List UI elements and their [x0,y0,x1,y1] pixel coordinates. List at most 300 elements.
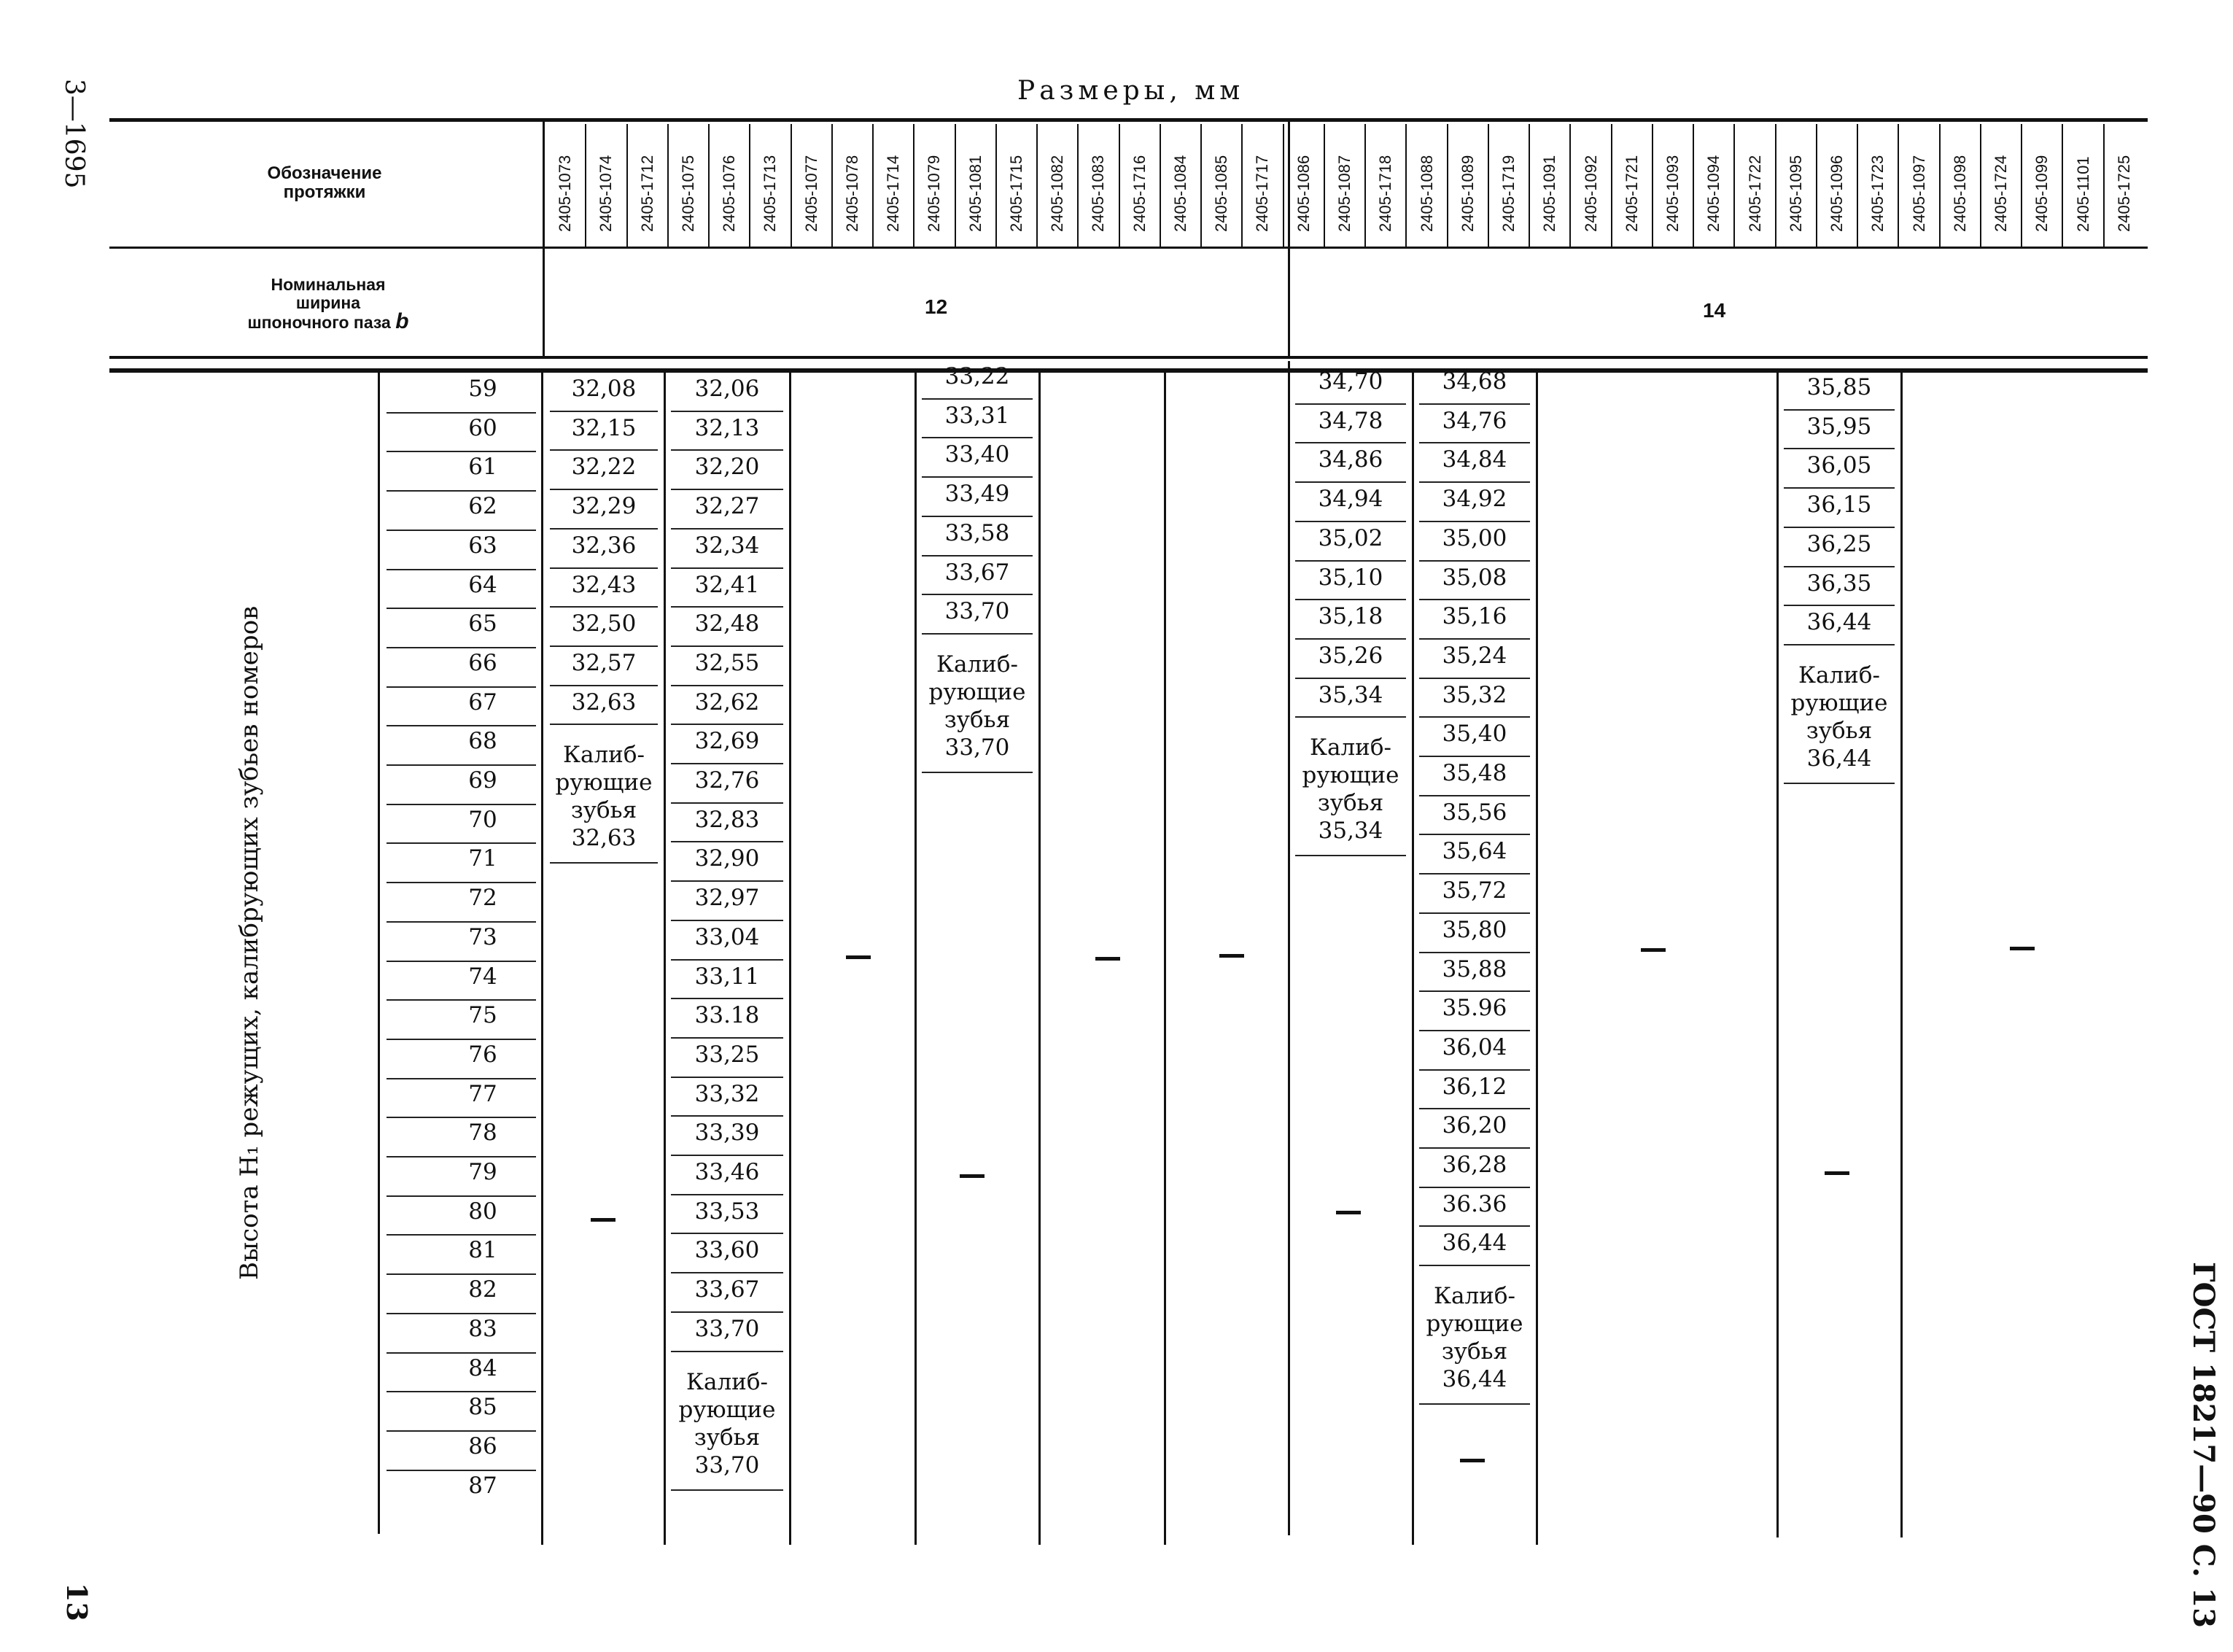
value-cell: 32,13 [694,414,760,441]
cell-underline [671,1351,783,1352]
row-divider [387,842,536,844]
cell-underline [1419,521,1530,522]
row-number: 75 [468,1002,497,1029]
value-cell: 32,43 [571,571,637,598]
row-divider [387,1430,536,1432]
cell-underline [922,516,1033,517]
cell-underline [1419,834,1530,835]
value-cell: 36.36 [1442,1190,1507,1217]
designation-code: 2405-1095 [1786,155,1805,232]
body-line-11 [1776,371,1779,1537]
row-divider [387,608,536,609]
designation-code: 2405-1074 [597,155,615,232]
value-cell: 35,26 [1318,642,1383,669]
body-line-3 [664,371,666,1545]
value-cell: 35,72 [1442,877,1507,904]
calibrating-teeth-line: Калиб- [686,1368,768,1395]
value-cell: 32,50 [571,610,637,637]
code-separator [1488,124,1489,247]
cell-underline [1419,1108,1530,1109]
designation-code: 2405-1722 [1745,155,1764,232]
cell-underline [1419,1187,1530,1188]
cell-underline [1419,599,1530,600]
cell-underline [550,724,658,725]
row-number: 87 [468,1472,497,1499]
dash-col-f [1825,1171,1849,1175]
code-separator [626,124,628,247]
code-separator [995,124,997,247]
designation-code: 2405-1712 [637,155,656,232]
value-cell: 36,12 [1442,1073,1507,1100]
dash-col-a [591,1218,615,1222]
row-divider [387,686,536,688]
value-cell: 34,94 [1318,486,1383,513]
row-divider [387,921,536,923]
dash-col-3 [846,955,871,959]
designation-code: 2405-1718 [1376,155,1395,232]
calibrating-teeth-line: рующие [1302,762,1399,789]
value-cell: 36,35 [1806,570,1872,597]
page-number: 13 [61,1583,93,1621]
code-separator [667,124,669,247]
body-line-7 [1164,371,1166,1545]
code-separator [1529,124,1530,247]
calibrating-teeth-line: зубья [1317,790,1384,817]
cell-underline [922,555,1033,557]
value-cell: 36,20 [1442,1112,1507,1139]
calibrating-teeth-line: рующие [928,678,1026,705]
width-14: 14 [1703,299,1726,322]
calibrating-teeth-line: Калиб- [563,742,645,769]
designation-code: 2405-1719 [1499,155,1518,232]
code-separator [1119,124,1120,247]
cell-underline [671,645,783,647]
code-separator [1775,124,1776,247]
cell-underline [671,802,783,804]
cell-underline [1419,1069,1530,1071]
value-cell: 33,67 [694,1276,760,1303]
cell-underline [671,1037,783,1039]
cell-underline [1295,442,1406,443]
cell-underline [550,449,658,451]
code-separator [1733,124,1735,247]
designation-code: 2405-1081 [966,155,985,232]
value-cell: 35,00 [1442,524,1507,551]
note-underline [922,772,1033,773]
row-number: 65 [468,610,497,637]
calibrating-teeth-line: Калиб- [1798,662,1880,689]
value-cell: 35,16 [1442,603,1507,630]
value-cell: 32,62 [694,689,760,716]
value-cell: 32,57 [571,649,637,676]
cell-underline [671,567,783,569]
designation-code: 2405-1094 [1704,155,1723,232]
calibrating-teeth-note [1779,662,1899,772]
value-cell: 33,25 [694,1041,760,1068]
row-divider [387,1195,536,1197]
designation-code: 2405-1725 [2114,155,2133,232]
code-separator [1857,124,1858,247]
value-cell: 35.96 [1442,995,1507,1022]
row-number: 79 [468,1159,497,1185]
cell-underline [1295,403,1406,405]
cell-underline [922,633,1033,635]
cell-underline [671,489,783,490]
calibrating-teeth-line: 35,34 [1318,818,1383,845]
code-separator [2062,124,2063,247]
code-separator [1652,124,1653,247]
value-cell: 35,80 [1442,916,1507,943]
calibrating-teeth-line: 33,70 [694,1451,760,1478]
cell-underline [1419,1030,1530,1031]
designation-code: 2405-1084 [1170,155,1189,232]
value-cell: 36,05 [1806,452,1872,479]
cell-underline [922,398,1033,400]
calibrating-teeth-line: зубья [944,706,1011,733]
row-number: 69 [468,767,497,794]
row-number: 66 [468,649,497,676]
code-separator [1816,124,1817,247]
row-divider [387,1273,536,1275]
designation-code: 2405-1091 [1540,155,1559,232]
code-separator [1364,124,1366,247]
cell-underline [671,724,783,725]
cell-underline [1295,560,1406,562]
code-separator [831,124,833,247]
code-separator [1693,124,1694,247]
value-cell: 33,67 [944,559,1010,586]
value-cell: 33,70 [944,598,1010,625]
body-line-5 [914,371,917,1545]
cell-underline [671,1077,783,1078]
row-divider [387,961,536,962]
value-cell: 35,02 [1318,524,1383,551]
code-separator [1447,124,1448,247]
designation-code: 2405-1101 [2073,156,2092,232]
row-divider [387,1078,536,1079]
designation-code: 2405-1096 [1828,155,1846,232]
row-number: 80 [468,1198,497,1225]
value-cell: 35,48 [1442,760,1507,786]
row-divider [387,451,536,452]
dash-col-7 [1219,954,1244,958]
value-cell: 35,24 [1442,642,1507,669]
cell-underline [1419,990,1530,992]
designation-code: 2405-1713 [761,155,780,232]
cell-underline [671,959,783,961]
value-cell: 33,58 [944,519,1010,546]
dash-col-12 [2010,947,2035,950]
designation-code: 2405-1097 [1909,155,1928,232]
value-cell: 32,36 [571,532,637,559]
designation-code: 2405-1083 [1089,155,1108,232]
value-cell: 32,55 [694,649,760,676]
row-number: 59 [468,376,497,402]
value-cell: 32,20 [694,454,760,481]
value-cell: 32,41 [694,571,760,598]
cell-underline [1784,448,1895,449]
cell-underline [1419,795,1530,796]
cell-underline [550,685,658,686]
designation-code: 2405-1721 [1622,155,1641,232]
designation-code: 2405-1088 [1417,155,1436,232]
code-separator [872,124,874,247]
calibrating-teeth-line: Калиб- [1434,1283,1515,1310]
cell-underline [550,645,658,647]
dimensions-title: Размеры, мм [1017,76,1245,106]
calibrating-teeth-note [1415,1282,1534,1393]
code-separator [955,124,956,247]
cell-underline [671,1233,783,1234]
row-divider [387,999,536,1001]
value-cell: 34,92 [1442,486,1507,513]
row-divider [387,569,536,570]
cell-underline [671,1115,783,1117]
value-cell: 33,46 [694,1159,760,1185]
cell-underline [671,763,783,764]
cell-underline [1419,716,1530,718]
row-number: 70 [468,806,497,833]
code-separator [2103,124,2105,247]
cell-underline [671,606,783,608]
calibrating-teeth-line: 36,44 [1442,1366,1507,1393]
designation-code: 2405-1714 [884,155,903,232]
row-number: 86 [468,1432,497,1459]
calibrating-teeth-line: 32,63 [571,825,637,852]
value-cell: 33,70 [694,1315,760,1342]
calibrating-teeth-line: Калиб- [1310,734,1391,761]
designation-code: 2405-1085 [1212,155,1231,232]
calibrating-teeth-line: рующие [1426,1311,1523,1338]
designation-code: 2405-1098 [1950,155,1969,232]
value-cell: 33,22 [944,363,1010,389]
rule-under-codes [109,247,2148,249]
value-cell: 35,64 [1442,838,1507,865]
code-separator [791,124,792,247]
row-divider [387,1039,536,1040]
code-separator [1939,124,1941,247]
row-number: 81 [468,1237,497,1264]
cell-underline [671,1311,783,1313]
row-divider [387,490,536,492]
value-cell: 36,15 [1806,492,1872,519]
cell-underline [1419,403,1530,405]
code-separator [1283,124,1284,247]
value-cell: 36,04 [1442,1034,1507,1060]
designation-code: 2405-1099 [2032,155,2051,232]
cell-underline [671,1272,783,1273]
row-number: 82 [468,1276,497,1303]
cell-underline [671,685,783,686]
width-12: 12 [925,295,948,318]
row-divider [387,530,536,531]
row-divider [387,1313,536,1314]
row-number: 64 [468,571,497,598]
designation-code: 2405-1089 [1458,155,1477,232]
value-cell: 32,48 [694,610,760,637]
row-divider [387,1470,536,1471]
calibrating-teeth-line: 33,70 [944,734,1010,761]
cell-underline [1295,599,1406,600]
dash-col-10 [1641,948,1666,952]
value-cell: 33,60 [694,1237,760,1264]
row-number: 60 [468,414,497,441]
value-cell: 35,18 [1318,603,1383,630]
calibrating-teeth-note [545,741,662,852]
cell-underline [922,594,1033,595]
cell-underline [1419,560,1530,562]
cell-underline [922,437,1033,438]
value-cell: 33,39 [694,1120,760,1147]
header-separator [543,120,545,357]
value-cell: 32,06 [694,376,760,402]
calibrating-teeth-note [1291,734,1410,845]
body-line-2 [541,371,543,1545]
value-cell: 33.18 [694,1002,760,1029]
cell-underline [671,880,783,882]
left-marker: 3—1695 [59,79,89,189]
designation-code: 2405-1075 [678,155,697,232]
value-cell: 33,53 [694,1198,760,1225]
cell-underline [550,606,658,608]
designation-code: 2405-1715 [1006,155,1025,232]
calibrating-teeth-line: зубья [1441,1338,1508,1365]
nominal-width-header: Номинальная ширина шпоночного паза b [247,275,409,333]
cell-underline [1419,1147,1530,1149]
cell-underline [1784,644,1895,645]
value-cell: 32,29 [571,493,637,520]
note-underline [550,862,658,864]
designation-header: Обозначение протяжки [267,163,382,202]
cell-underline [550,489,658,490]
cell-underline [671,411,783,412]
body-line-4 [789,371,791,1545]
value-cell: 34,84 [1442,446,1507,473]
dash-col-6 [1095,957,1120,961]
code-separator [1898,124,1899,247]
cell-underline [671,998,783,999]
row-divider [387,1156,536,1157]
cell-underline [1419,756,1530,757]
cell-underline [671,449,783,451]
value-cell: 32,90 [694,845,760,872]
cell-underline [1295,678,1406,679]
cell-underline [1295,638,1406,640]
code-separator [708,124,710,247]
cell-underline [1419,912,1530,914]
code-separator [1200,124,1202,247]
designation-code: 2405-1716 [1130,155,1149,232]
designation-code: 2405-1723 [1868,155,1887,232]
designation-code: 2405-1078 [842,155,861,232]
value-cell: 33,11 [694,963,760,990]
document-title: ГОСТ 18217—90 С. 13 [2186,1262,2221,1629]
code-separator [585,124,586,247]
cell-underline [671,920,783,921]
row-number: 77 [468,1080,497,1107]
value-cell: 36,28 [1442,1152,1507,1178]
cell-underline [1295,481,1406,483]
code-separator [1569,124,1571,247]
value-cell: 33,49 [944,481,1010,508]
cell-underline [1419,678,1530,679]
designation-code: 2405-1087 [1335,155,1354,232]
row-number: 78 [468,1120,497,1147]
row-number: 63 [468,532,497,559]
value-cell: 32,69 [694,728,760,755]
designation-code: 2405-1076 [720,155,739,232]
value-cell: 32,34 [694,532,760,559]
cell-underline [550,567,658,569]
cell-underline [1419,1225,1530,1227]
value-cell: 32,15 [571,414,637,441]
cell-underline [550,528,658,530]
designation-code: 2405-1092 [1581,155,1600,232]
value-cell: 33,40 [944,441,1010,468]
cell-underline [1784,487,1895,489]
note-underline [1419,1403,1530,1405]
code-separator [1160,124,1161,247]
body-line-10 [1536,371,1538,1545]
cell-underline [1419,873,1530,875]
dash-col-e [1460,1459,1485,1462]
row-number: 72 [468,885,497,912]
cell-underline [671,1194,783,1195]
designation-code: 2405-1093 [1663,155,1682,232]
cell-underline [671,528,783,530]
designation-code: 2405-1077 [801,155,820,232]
note-underline [1784,783,1895,784]
calibrating-teeth-line: рующие [1790,689,1888,716]
row-divider [387,804,536,805]
designation-code: 2405-1079 [925,155,944,232]
row-divider [387,1352,536,1354]
cell-underline [1419,952,1530,953]
value-cell: 33,32 [694,1080,760,1107]
value-cell: 32,97 [694,885,760,912]
body-line-9 [1412,371,1414,1545]
row-number: 85 [468,1394,497,1421]
value-cell: 32,22 [571,454,637,481]
cell-underline [1419,481,1530,483]
row-divider [387,1234,536,1236]
code-separator [1611,124,1612,247]
value-cell: 36,44 [1442,1230,1507,1257]
row-number: 62 [468,493,497,520]
calibrating-teeth-line: зубья [1806,717,1873,744]
cell-underline [1295,521,1406,522]
cell-underline [1419,1265,1530,1266]
row-divider [387,1391,536,1392]
rule-under-width [109,356,2148,359]
value-cell: 34,76 [1442,407,1507,434]
value-cell: 32,83 [694,806,760,833]
row-number: 71 [468,845,497,872]
cell-underline [1784,527,1895,528]
calibrating-teeth-line: 36,44 [1806,745,1872,772]
value-cell: 34,86 [1318,446,1383,473]
calibrating-teeth-note [667,1368,788,1479]
value-cell: 32,27 [694,493,760,520]
body-line-1 [378,371,380,1534]
note-underline [671,1489,783,1491]
row-number: 73 [468,923,497,950]
row-divider [387,725,536,726]
dash-col-c [960,1174,985,1178]
calibrating-teeth-line: Калиб- [936,651,1018,678]
calibrating-teeth-line: зубья [694,1424,761,1451]
cell-underline [1419,638,1530,640]
